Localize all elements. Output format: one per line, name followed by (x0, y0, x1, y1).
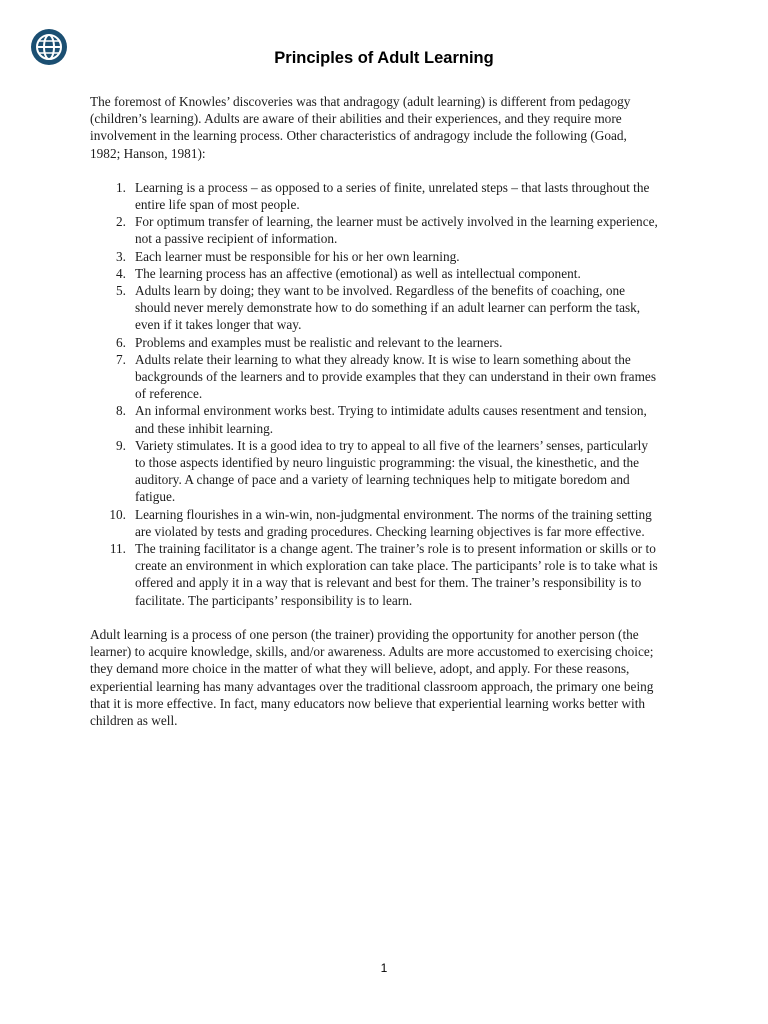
list-item-text: Learning is a process – as opposed to a series of finite, unrelated steps – that lasts throughout the entire life span of most people. (135, 179, 650, 213)
list-item-text: Problems and examples must be realistic and relevant to the learners. (135, 334, 503, 350)
list-item (90, 282, 660, 334)
list-item-number: 7. (116, 351, 126, 367)
principles-list (90, 179, 660, 609)
list-item (90, 213, 660, 247)
intro-paragraph: The foremost of Knowles’ discoveries was that andragogy (adult learning) is different from pedagogy (children’s learning). Adults are aware of their abilities and their experiences, and they require more involvement in the learning process. Other characteristics of andragogy include the following (Goad, 1982; Hanson, 1981): (90, 94, 631, 161)
list-item-number: 8. (116, 403, 126, 419)
list-item (90, 506, 660, 540)
list-item (90, 402, 660, 436)
list-item-text: Variety stimulates. It is a good idea to try to appeal to all five of the learners’ senses, particularly to those aspects identified by neuro linguistic programming: the visual, the kinesthetic, and the auditory. A change of pace and a variety of learning techniques help to mitigate boredom and fatigue. (135, 437, 648, 505)
list-item-number: 11. (109, 541, 126, 557)
list-item (90, 437, 660, 506)
list-item-number: 9. (116, 437, 126, 453)
list-item-text: The learning process has an affective (emotional) as well as intellectual component. (135, 265, 581, 281)
page-number: 1 (380, 961, 388, 975)
list-item (90, 334, 660, 351)
list-item-number: 4. (116, 265, 126, 281)
list-item-text: Adults learn by doing; they want to be involved. Regardless of the benefits of coaching, one should never merely demonstrate how to do something if an adult learner can perform the task, even if it takes longer that way. (135, 283, 641, 333)
list-item-text: Adults relate their learning to what they already know. It is wise to learn something about the backgrounds of the learners and to provide examples that they can understand in their own frames of reference. (135, 351, 656, 402)
list-item-number: 3. (116, 248, 126, 264)
list-item (90, 179, 660, 213)
list-item-number: 6. (116, 334, 126, 350)
document-body (90, 93, 660, 729)
list-item-text: Each learner must be responsible for his or her own learning. (135, 248, 460, 264)
list-item-number: 1. (116, 179, 126, 195)
list-item-text: Learning flourishes in a win-win, non-judgmental environment. The norms of the training setting are violated by tests and grading procedures. Checking learning objectives is far more effective. (135, 506, 652, 539)
list-item-number: 10. (109, 506, 126, 522)
list-item (90, 248, 660, 265)
list-item-text: An informal environment works best. Trying to intimidate adults causes resentment and tension, and these inhibit learning. (135, 403, 647, 436)
closing-paragraph: Adult learning is a process of one person (the trainer) providing the opportunity for another person (the learner) to acquire knowledge, skills, and/or awareness. Adults are more accustomed to exercising choice; they demand more choice in the matter of what they will believe, adopt, and apply. For these reasons, experiential learning has many advantages over the traditional classroom approach, the primary one being that it is more effective. In fact, many educators now believe that experiential learning works better with children as well. (90, 626, 654, 728)
list-item-text: For optimum transfer of learning, the learner must be actively involved in the learning experience, not a passive recipient of information. (135, 214, 658, 247)
list-item (90, 540, 660, 609)
list-item (90, 351, 660, 403)
list-item-number: 2. (116, 214, 126, 230)
list-item (90, 265, 660, 282)
list-item-text: The training facilitator is a change agent. The trainer’s role is to present information or skills or to create an environment in which exploration can take place. The participants’ role is to take what is offered and apply it in a way that is relevant and best for them. The trainer’s responsibility is to facilitate. The participants’ responsibility is to learn. (135, 541, 658, 608)
page-title: Principles of Adult Learning (274, 49, 494, 67)
list-item-number: 5. (116, 283, 126, 299)
